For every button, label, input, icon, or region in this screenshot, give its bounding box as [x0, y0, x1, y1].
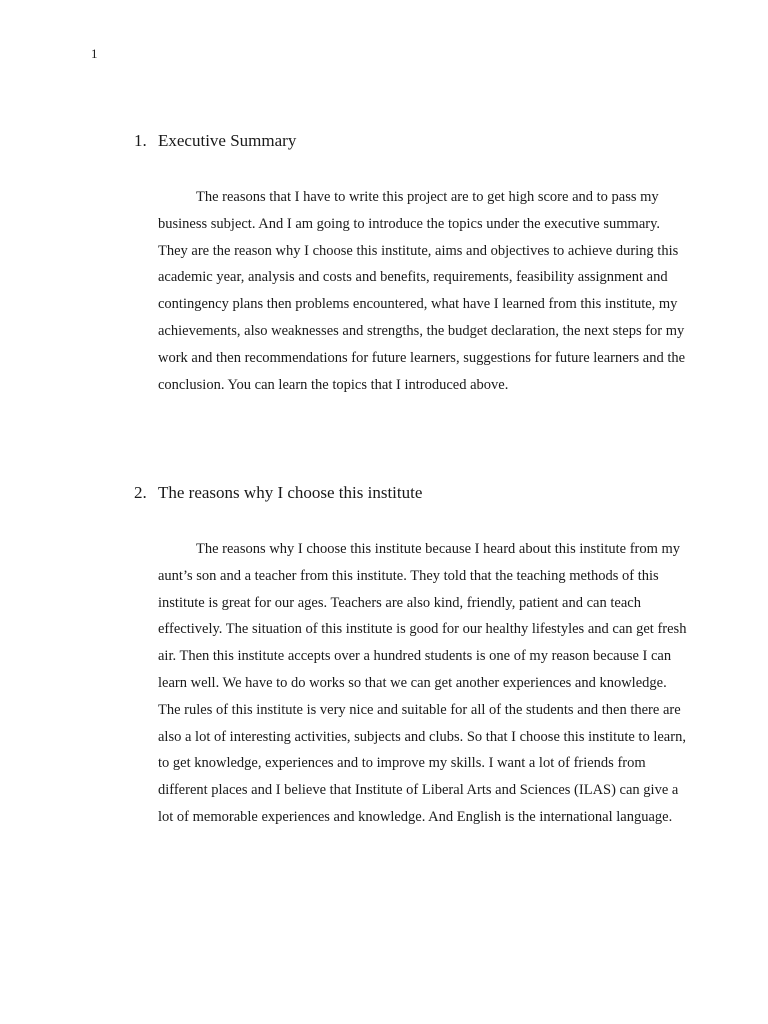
- section-paragraph: The reasons that I have to write this project are to get high score and to pass my business subject. And I am going to introduce the topics under the executive summary. They are the reason why I choose this institute, aims and objectives to achieve during this academic year, analysis and costs and benefits, requirements, feasibility assignment and contingency plans then problems encountered, what have I learned from this institute, my achievements, also weaknesses and strengths, the budget declaration, the next steps for my work and then recommendations for future learners, suggestions for future learners and the conclusion. You can learn the topics that I introduced above.: [158, 189, 686, 393]
- section-number: 1.: [134, 131, 147, 150]
- section-executive-summary: [134, 130, 694, 398]
- section-heading: [134, 482, 694, 504]
- section-reasons-institute: [134, 482, 694, 831]
- section-heading: [134, 130, 694, 152]
- section-paragraph: The reasons why I choose this institute because I heard about this institute from my aunt’s son and a teacher from this institute. They told that the teaching methods of this institute is great for our ages. Teachers are also kind, friendly, patient and can teach effectively. The situation of this institute is good for our healthy lifestyles and can get fresh air. Then this institute accepts over a hundred students is one of my reason because I can learn well. We have to do works so that we can get another experiences and knowledge. The rules of this institute is very nice and suitable for all of the students and then there are also a lot of interesting activities, subjects and clubs. So that I choose this institute to learn, to get knowledge, experiences and to improve my skills. I want a lot of friends from different places and I believe that Institute of Liberal Arts and Sciences (ILAS) can give a lot of memorable experiences and knowledge. And English is the international language.: [158, 541, 687, 825]
- section-number: 2.: [134, 483, 147, 502]
- section-title: Executive Summary: [158, 131, 297, 150]
- section-title: The reasons why I choose this institute: [158, 483, 423, 502]
- page-number: 1: [91, 46, 98, 61]
